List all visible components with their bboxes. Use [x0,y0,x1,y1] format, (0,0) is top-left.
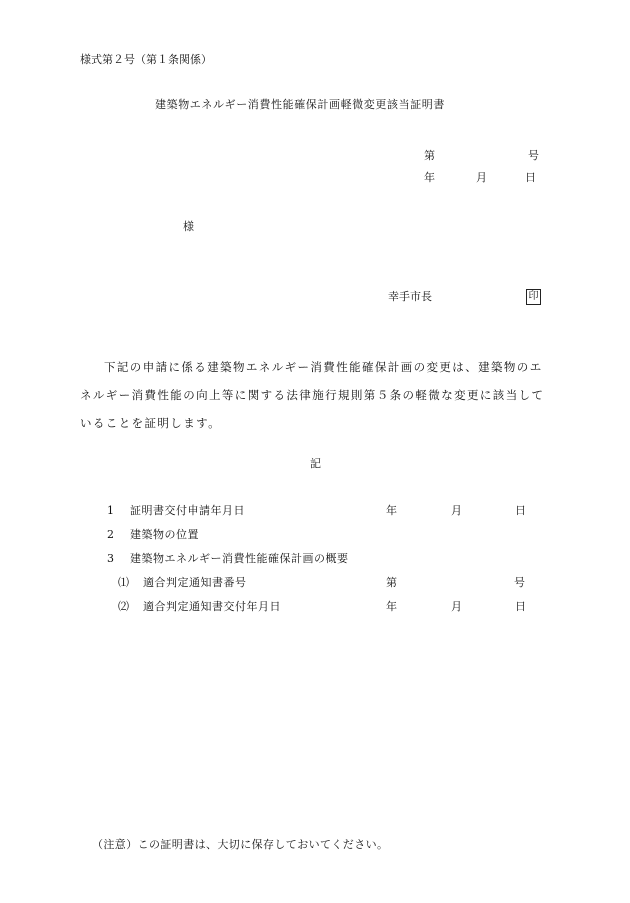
number-prefix: 第 [424,149,435,162]
subitem-year: 年 [386,600,397,613]
seal-mark: 印 [526,289,541,305]
subitem-label: 適合判定通知書番号 [143,576,247,589]
form-number: 様式第２号（第１条関係） [80,53,212,66]
date-year: 年 [424,171,435,184]
item-number: 1 [107,504,114,517]
subitem-number-prefix: 第 [386,576,397,589]
issuer-name: 幸手市長 [388,290,432,303]
date-month: 月 [476,171,487,184]
subitem-number: ⑵ [118,600,129,613]
number-suffix: 号 [528,149,539,162]
subitem-day: 日 [515,600,526,613]
addressee-suffix: 様 [183,220,194,233]
ki-heading: 記 [310,457,321,470]
item-label: 建築物エネルギー消費性能確保計画の概要 [130,552,349,565]
footer-note: （注意）この証明書は、大切に保存しておいてください。 [92,838,389,851]
item-month: 月 [451,504,462,517]
certification-body: 下記の申請に係る建築物エネルギー消費性能確保計画の変更は、建築物のエネルギー消費性能の向上等に関する法律施行規則第５条の軽微な変更に該当していることを証明します。 [80,360,545,430]
item-number: 2 [107,528,114,541]
item-day: 日 [515,504,526,517]
document-title: 建築物エネルギー消費性能確保計画軽微変更該当証明書 [155,98,445,111]
item-number: 3 [107,552,114,565]
subitem-label: 適合判定通知書交付年月日 [143,600,281,613]
item-year: 年 [386,504,397,517]
subitem-number: ⑴ [118,576,129,589]
date-day: 日 [525,171,536,184]
subitem-number-suffix: 号 [514,576,525,589]
subitem-month: 月 [451,600,462,613]
item-label: 建築物の位置 [130,528,199,541]
item-label: 証明書交付申請年月日 [130,504,245,517]
